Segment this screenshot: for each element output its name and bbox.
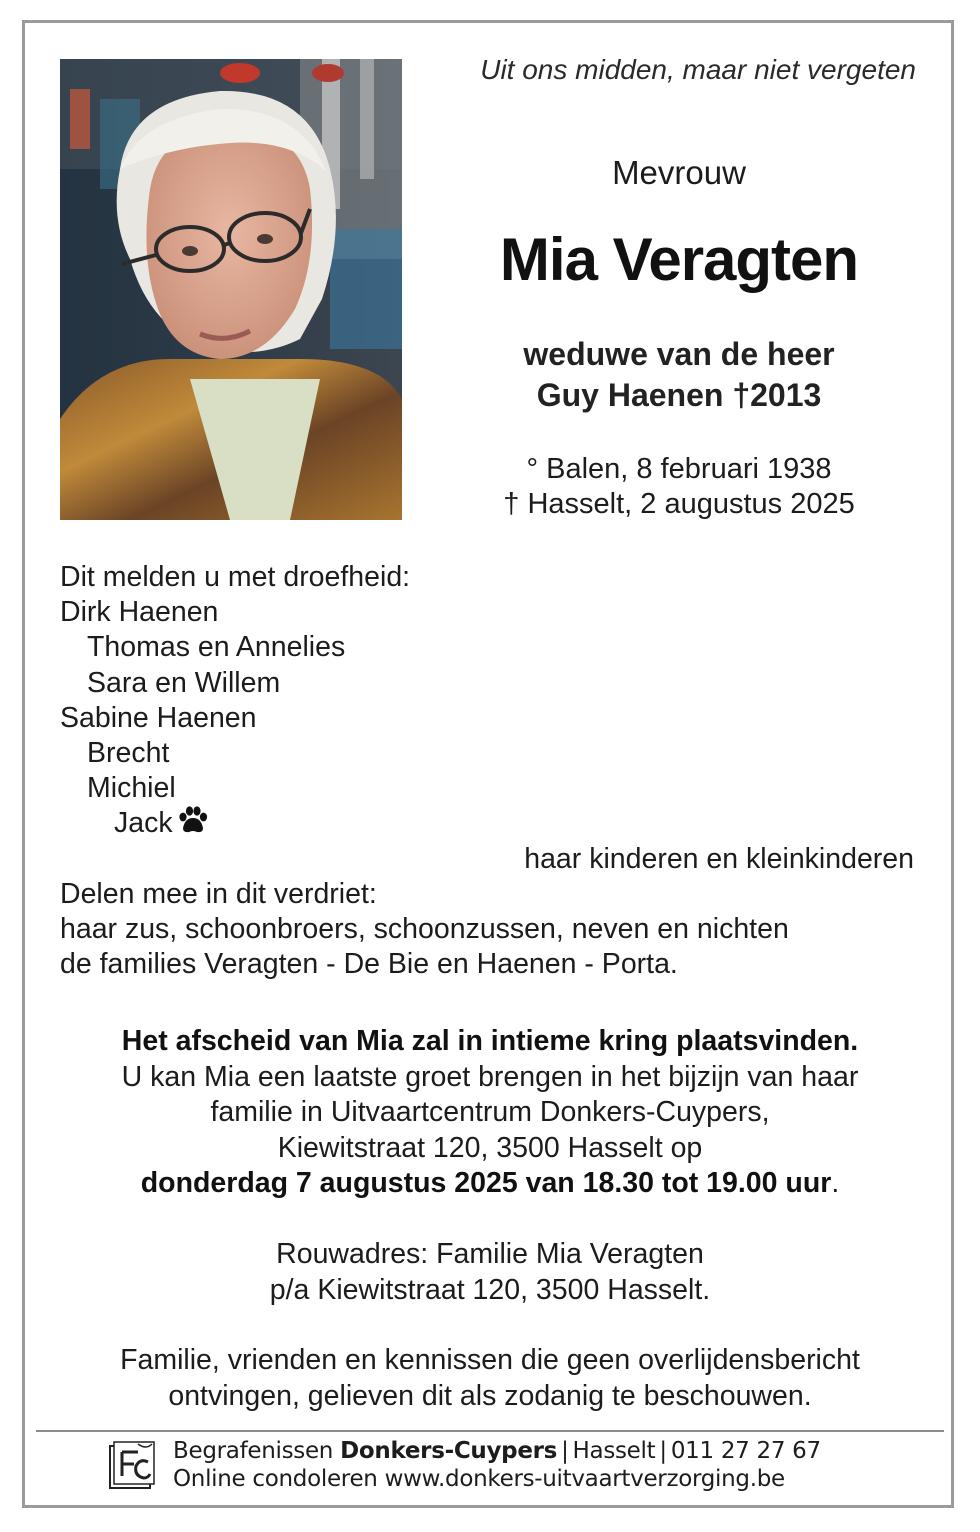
honorific: Mevrouw <box>612 154 746 191</box>
share-line: haar zus, schoonbroers, schoonzussen, neven en nichten <box>60 913 789 946</box>
family-announcement <box>60 560 920 982</box>
footer <box>173 1437 933 1493</box>
paw-icon <box>177 806 209 834</box>
family-intro: Dit melden u met droefheid: <box>60 561 411 593</box>
family-grandchild: Michiel <box>87 772 176 805</box>
life-dates <box>440 452 918 522</box>
family-pet <box>60 806 920 841</box>
company-city: Hasselt <box>572 1438 656 1464</box>
family-grandchild: Sara en Willem <box>87 666 281 699</box>
family-relation: haar kinderen en kleinkinderen <box>524 842 914 875</box>
mourning-address <box>40 1237 940 1308</box>
company-phone[interactable]: 011 27 27 67 <box>670 1438 821 1464</box>
ceremony-line: Kiewitstraat 120, 3500 Hasselt op <box>277 1131 703 1164</box>
funeral-home-logo <box>108 1440 156 1490</box>
spouse-line-2: Guy Haenen †2013 <box>536 377 822 413</box>
deceased-name: Mia Veragten <box>499 226 859 293</box>
address-line: Rouwadres: Familie Mia Veragten <box>276 1238 704 1270</box>
family-child: Dirk Haenen <box>60 596 219 629</box>
portrait-photo <box>60 59 402 520</box>
death-date: † Hasselt, 2 augustus 2025 <box>503 488 855 520</box>
family-child: Sabine Haenen <box>60 701 257 734</box>
spouse-line-1: weduwe van de heer <box>523 336 835 372</box>
address-line: p/a Kiewitstraat 120, 3500 Hasselt. <box>269 1273 711 1306</box>
spouse-info <box>440 334 918 416</box>
motto: Uit ons midden, maar niet vergeten <box>480 54 916 85</box>
ceremony-info <box>40 1024 940 1202</box>
ceremony-date: donderdag 7 augustus 2025 van 18.30 tot 19.00 uur <box>140 1167 832 1199</box>
notice <box>40 1343 940 1414</box>
website-link[interactable]: www.donkers-uitvaartverzorging.be <box>384 1466 785 1492</box>
pet-name: Jack <box>114 807 173 840</box>
ceremony-line: familie in Uitvaartcentrum Donkers-Cuypers, <box>210 1096 770 1128</box>
footer-line-2: Online condoleren www.donkers-uitvaartverzorging.be <box>173 1466 785 1492</box>
ceremony-headline: Het afscheid van Mia zal in intieme kring plaatsvinden. <box>121 1025 859 1057</box>
footer-line-1: Begrafenissen Donkers-Cuypers | Hasselt | 011 27 27 67 <box>173 1438 821 1464</box>
share-line: de families Veragten - De Bie en Haenen - Porta. <box>60 948 678 981</box>
ceremony-line: U kan Mia een laatste groet brengen in het bijzijn van haar <box>121 1060 859 1093</box>
notice-line: Familie, vrienden en kennissen die geen overlijdensbericht <box>120 1344 860 1376</box>
company-name: Donkers-Cuypers <box>340 1438 558 1464</box>
family-grandchild: Brecht <box>87 737 170 770</box>
share-intro: Delen mee in dit verdriet: <box>60 877 377 910</box>
footer-divider <box>36 1430 944 1432</box>
family-grandchild: Thomas en Annelies <box>87 631 346 664</box>
ceremony-datetime: donderdag 7 augustus 2025 van 18.30 tot 19.00 uur. <box>140 1167 840 1199</box>
notice-line: ontvingen, gelieven dit als zodanig te beschouwen. <box>168 1379 812 1412</box>
birth-date: ° Balen, 8 februari 1938 <box>526 453 832 485</box>
